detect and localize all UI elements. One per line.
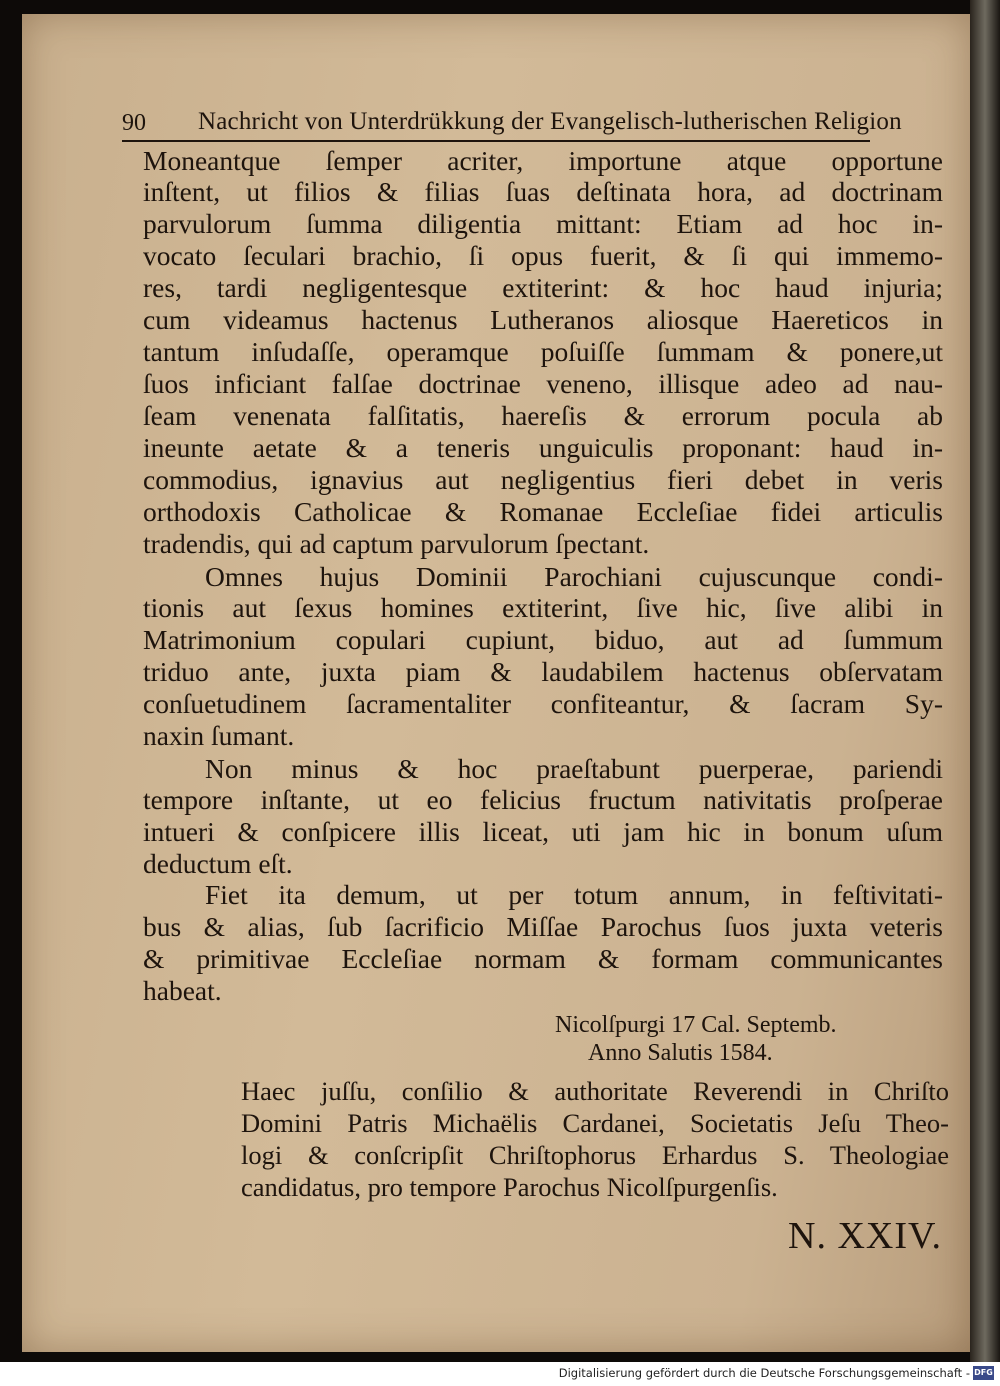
text-line: Matrimonium copulari cupiunt, biduo, aut ad ſummum [143,624,943,655]
text-line: parvulorum ſumma diligentia mittant: Etiam ad hoc in- [143,208,943,239]
funding-credit: Digitalisierung gefördert durch die Deutsche Forschungsgemeinschaft - [558,1366,970,1380]
text-line: tionis aut ſexus homines extiterint, ſive hic, ſive alibi in [143,592,943,623]
text-line: orthodoxis Catholicae & Romanae Eccleſiae fidei articulis [143,496,943,527]
document-number: N. XXIV. [788,1215,943,1257]
text-line: triduo ante, juxta piam & laudabilem hactenus obſervatam [143,656,943,687]
text-line: Moneantque ſemper acriter, importune atque opportune [143,145,943,176]
book-spine-edge [970,0,1000,1362]
postscript-line: Domini Patris Michaëlis Cardanei, Societatis Jeſu Theo- [241,1108,949,1138]
page-header [122,104,902,142]
running-head: Nachricht von Unterdrükkung der Evangelisch-lutherischen Religion [198,108,902,135]
text-line: deductum eſt. [143,848,293,879]
postscript-line: candidatus, pro tempore Parochus Nicolſpurgenſis. [241,1172,778,1202]
text-line: cum videamus hactenus Lutheranos aliosque Haereticos in [143,304,943,335]
text-line: Non minus & hoc praeſtabunt puerperae, pariendi [205,753,943,784]
postscript-line: logi & conſcripſit Chriſtophorus Erhardus S. Theologiae [241,1140,949,1170]
signature-place-date: Nicolſpurgi 17 Cal. Septemb. [555,1012,837,1038]
text-line: res, tardi negligentesque extiterint: & hoc haud injuria; [143,272,943,303]
text-line: tantum inſudaſſe, operamque poſuiſſe ſummam & ponere,ut [143,336,943,367]
text-line: inſtent, ut filios & filias ſuas deſtinata hora, ad doctrinam [143,176,943,207]
text-line: ſuos inficiant falſae doctrinae veneno, illisque adeo ad nau- [143,368,943,399]
text-line: Fiet ita demum, ut per totum annum, in feſtivitati- [205,879,943,910]
text-line: intueri & conſpicere illis liceat, uti jam hic in bonum uſum [143,816,943,847]
text-line: tradendis, qui ad captum parvulorum ſpectant. [143,528,650,559]
text-line: ſeam venenata falſitatis, haereſis & errorum pocula ab [143,400,943,431]
text-line: vocato ſeculari brachio, ſi opus fuerit, & ſi qui immemo- [143,240,943,271]
text-line: commodius, ignavius aut negligentius fieri debet in veris [143,464,943,495]
text-line: Omnes hujus Dominii Parochiani cujuscunque condi- [205,561,943,592]
text-line: tempore inſtante, ut eo felicius fructum nativitatis proſperae [143,784,943,815]
text-line: naxin ſumant. [143,720,295,751]
digitization-footer [0,1362,1000,1386]
postscript-line: Haec juſſu, conſilio & authoritate Reverendi in Chriſto [241,1076,949,1106]
text-line: ineunte aetate & a teneris unguiculis proponant: haud in- [143,432,943,463]
text-line: bus & alias, ſub ſacrificio Miſſae Parochus ſuos juxta veteris [143,911,943,942]
signature-year: Anno Salutis 1584. [588,1040,773,1066]
dfg-logo-icon: DFG [973,1366,994,1380]
text-line: conſuetudinem ſacramentaliter confiteantur, & ſacram Sy- [143,688,943,719]
page-number: 90 [122,110,146,136]
text-line: habeat. [143,975,222,1006]
text-line: & primitivae Eccleſiae normam & formam communicantes [143,943,943,974]
